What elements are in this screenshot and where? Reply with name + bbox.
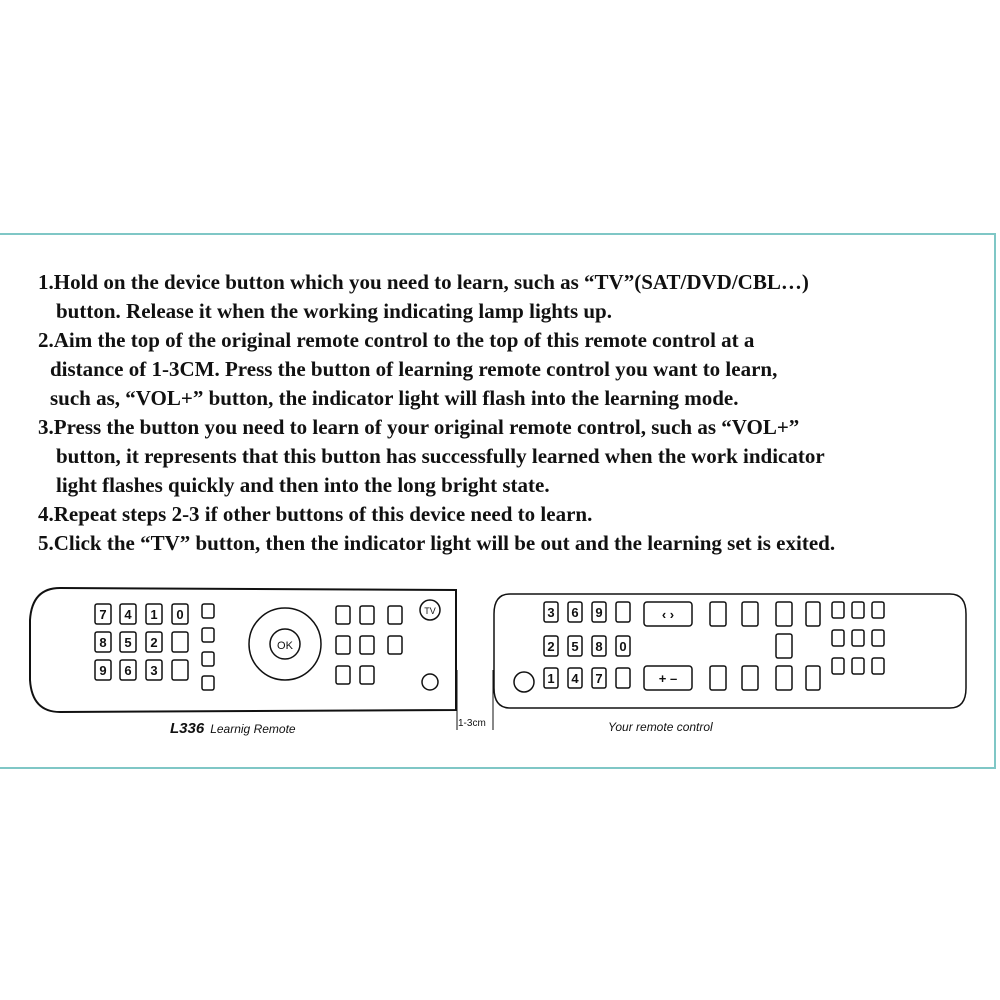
step-3-line-1: 3.Press the button you need to learn of your original remote control, such as “VOL+” bbox=[38, 415, 800, 439]
step-3-line-2: button, it represents that this button has successfully learned when the work indicator bbox=[56, 444, 825, 468]
svg-text:2: 2 bbox=[150, 635, 158, 650]
learning-remote-caption bbox=[170, 720, 296, 737]
svg-text:4: 4 bbox=[124, 607, 132, 622]
svg-text:1: 1 bbox=[547, 671, 555, 686]
svg-text:TV: TV bbox=[424, 606, 436, 616]
learning-remote bbox=[30, 588, 456, 712]
svg-text:6: 6 bbox=[571, 605, 579, 620]
svg-text:+ –: + – bbox=[658, 671, 678, 686]
svg-text:7: 7 bbox=[595, 671, 603, 686]
svg-text:8: 8 bbox=[595, 639, 603, 654]
svg-text:5: 5 bbox=[571, 639, 579, 654]
svg-text:9: 9 bbox=[99, 663, 107, 678]
svg-text:3: 3 bbox=[547, 605, 555, 620]
svg-text:3: 3 bbox=[150, 663, 158, 678]
step-4-line: 4.Repeat steps 2-3 if other buttons of this device need to learn. bbox=[38, 502, 593, 526]
svg-text:4: 4 bbox=[571, 671, 579, 686]
step-2-line-1: 2.Aim the top of the original remote control to the top of this remote control at a bbox=[38, 328, 755, 352]
svg-text:5: 5 bbox=[124, 635, 132, 650]
step-1-line-1: 1.Hold on the device button which you need to learn, such as “TV”(SAT/DVD/CBL…) bbox=[38, 270, 809, 294]
step-2-line-2: distance of 1-3CM. Press the button of learning remote control you want to learn, bbox=[50, 357, 778, 381]
svg-text:9: 9 bbox=[595, 605, 603, 620]
svg-text:7: 7 bbox=[99, 607, 107, 622]
learning-remote-label: Learnig Remote bbox=[210, 722, 296, 736]
svg-text:6: 6 bbox=[124, 663, 132, 678]
svg-text:1: 1 bbox=[150, 607, 158, 622]
distance-label: 1-3cm bbox=[458, 718, 486, 729]
svg-text:0: 0 bbox=[176, 607, 184, 622]
svg-text:‹ ›: ‹ › bbox=[661, 607, 675, 622]
model-name: L336 bbox=[170, 720, 205, 737]
step-1-line-2: button. Release it when the working indicating lamp lights up. bbox=[56, 299, 612, 323]
original-remote-caption: Your remote control bbox=[608, 720, 713, 734]
step-5-line: 5.Click the “TV” button, then the indicator light will be out and the learning set is exited. bbox=[38, 531, 836, 555]
svg-text:OK: OK bbox=[277, 640, 293, 652]
svg-text:8: 8 bbox=[99, 635, 107, 650]
svg-text:0: 0 bbox=[619, 639, 627, 654]
step-3-line-3: light flashes quickly and then into the long bright state. bbox=[56, 473, 550, 497]
step-2-line-3: such as, “VOL+” button, the indicator light will flash into the learning mode. bbox=[50, 386, 739, 410]
instruction-text bbox=[38, 268, 978, 558]
svg-text:2: 2 bbox=[547, 639, 555, 654]
original-remote bbox=[494, 594, 966, 708]
remote-illustration bbox=[20, 580, 980, 740]
